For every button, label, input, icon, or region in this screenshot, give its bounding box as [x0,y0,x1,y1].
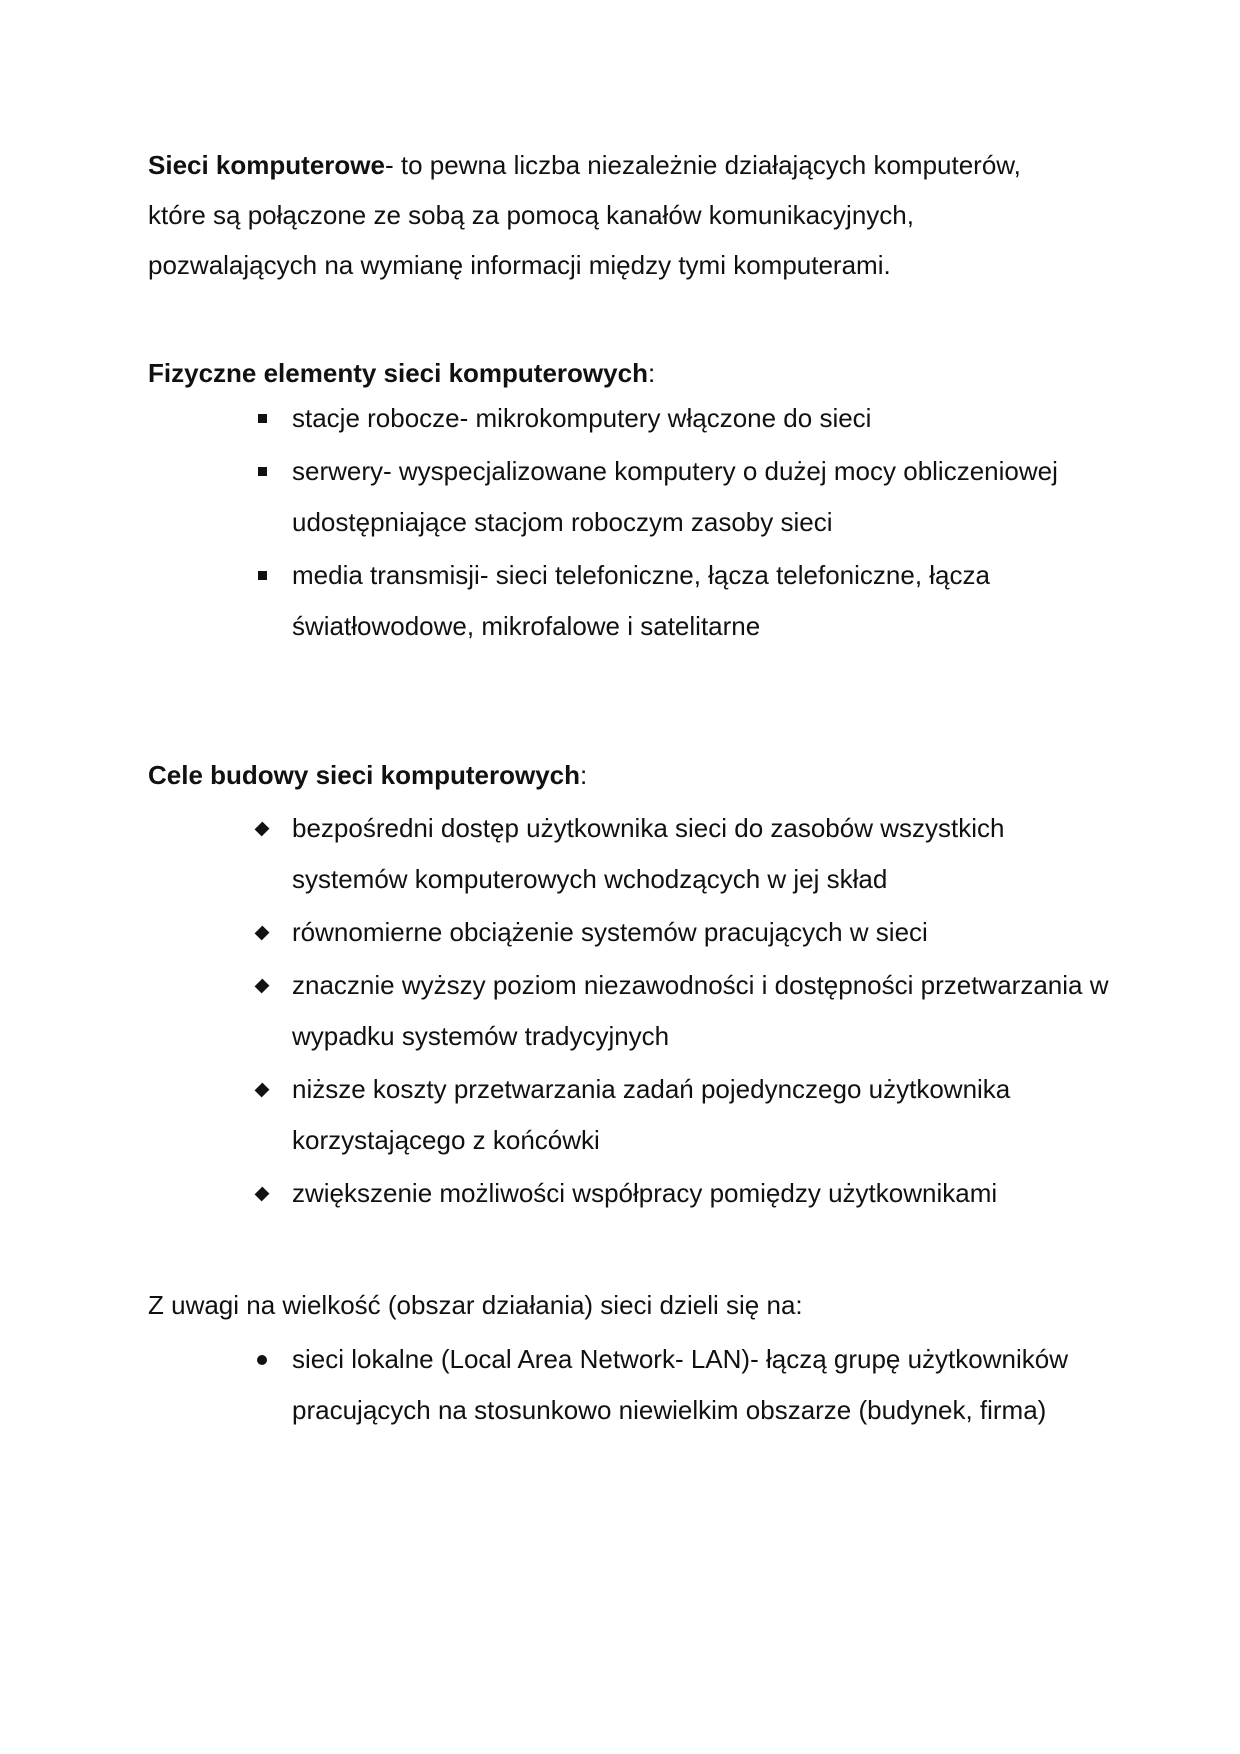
section2-heading-text: Cele budowy sieci komputerowych [148,760,580,790]
diamond-bullet-icon [255,1168,269,1219]
list-item [292,1334,1112,1436]
intro-paragraph [148,140,1078,290]
list-item-text: równomierne obciążenie systemów pracujących w sieci [292,917,928,947]
section1-heading [148,348,655,398]
diamond-bullet-icon [255,1064,269,1115]
list-item-text: bezpośredni dostęp użytkownika sieci do zasobów wszystkich systemów komputerowych wchodzących w jej skład [292,813,1005,894]
square-bullet-icon [255,446,269,497]
section1-heading-colon: : [647,358,656,388]
list-item-text: zwiększenie możliwości współpracy pomiędzy użytkownikami [292,1178,998,1208]
list-item [292,803,1112,905]
section3-heading: Z uwagi na wielkość (obszar działania) sieci dzieli się na: [148,1290,803,1320]
diamond-bullet-icon [255,907,269,958]
section1-heading-text: Fizyczne elementy sieci komputerowych [148,358,648,388]
section2-list [292,803,1112,1221]
list-item [292,393,1112,444]
list-item [292,446,1112,548]
list-item [292,1168,1112,1219]
square-bullet-icon [255,393,269,444]
list-item-text: niższe koszty przetwarzania zadań pojedynczego użytkownika korzystającego z końcówki [292,1074,1011,1155]
section2-heading [148,750,587,800]
section2-heading-colon: : [580,760,588,790]
section3-list [292,1334,1112,1438]
intro-text: - to pewna liczba niezależnie działających komputerów, które są połączone ze sobą za pomocą kanałów komunikacyjnych, pozwalających na wymianę informacji między tymi komputerami. [148,150,1021,280]
list-item-text: znacznie wyższy poziom niezawodności i dostępności przetwarzania w wypadku systemów tradycyjnych [292,970,1109,1051]
section1-list [292,393,1112,654]
list-item [292,550,1112,652]
diamond-bullet-icon [255,960,269,1011]
list-item-text: serwery- wyspecjalizowane komputery o dużej mocy obliczeniowej udostępniające stacjom roboczym zasoby sieci [292,456,1058,537]
list-item [292,960,1112,1062]
list-item [292,907,1112,958]
round-bullet-icon [255,1334,269,1385]
square-bullet-icon [255,550,269,601]
intro-term: Sieci komputerowe [148,150,385,180]
diamond-bullet-icon [255,803,269,854]
list-item-text: stacje robocze- mikrokomputery włączone do sieci [292,403,872,433]
list-item [292,1064,1112,1166]
list-item-text: media transmisji- sieci telefoniczne, łącza telefoniczne, łącza światłowodowe, mikrofalowe i satelitarne [292,560,990,641]
list-item-text: sieci lokalne (Local Area Network- LAN)- łączą grupę użytkowników pracujących na stosunkowo niewielkim obszarze (budynek, firma) [292,1344,1068,1425]
